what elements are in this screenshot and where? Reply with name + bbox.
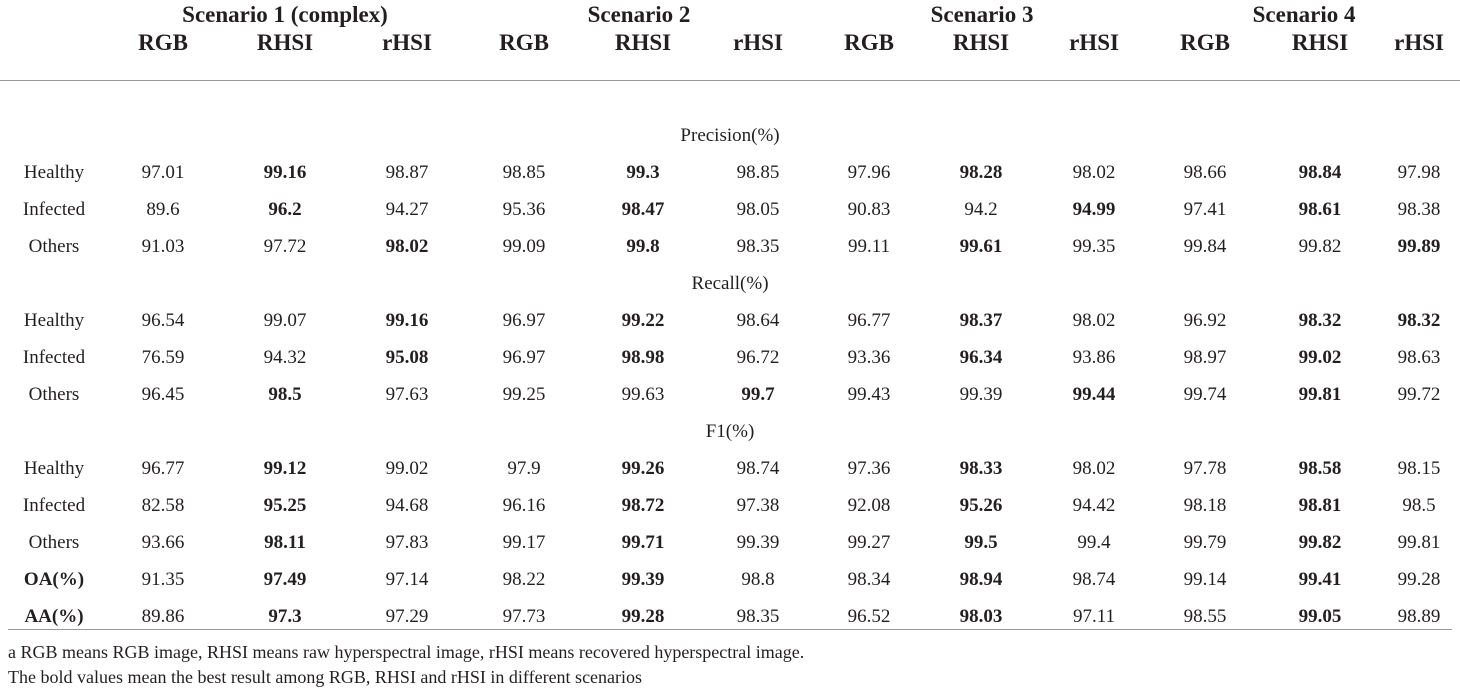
table-cell: 97.9 — [507, 457, 541, 479]
table-cell: 93.66 — [141, 531, 185, 553]
table-cell: 98.5 — [1402, 494, 1436, 516]
table-cell: 92.08 — [847, 494, 891, 516]
section-row — [0, 117, 1460, 154]
table-cell: 98.66 — [1183, 161, 1227, 183]
table-cell: 96.77 — [847, 309, 891, 331]
table-cell: 99.39 — [621, 568, 665, 590]
method-header: RHSI — [1291, 30, 1349, 55]
table-cell: 82.58 — [141, 494, 185, 516]
table-cell: 99.41 — [1298, 568, 1342, 590]
table-cell: 98.55 — [1183, 605, 1227, 627]
table-cell: 97.41 — [1183, 198, 1227, 220]
row-label: Healthy — [23, 457, 85, 479]
table-cell: 96.97 — [502, 346, 546, 368]
table-cell: 97.36 — [847, 457, 891, 479]
table-cell: 98.94 — [959, 568, 1003, 590]
table-cell: 99.28 — [621, 605, 665, 627]
table-cell: 98.72 — [621, 494, 665, 516]
table-cell: 98.47 — [621, 198, 665, 220]
table-cell: 99.3 — [626, 161, 660, 183]
table-cell: 98.22 — [502, 568, 546, 590]
table-cell: 98.98 — [621, 346, 665, 368]
table-row — [0, 339, 1460, 376]
method-header: RGB — [499, 30, 549, 55]
table-cell: 99.89 — [1397, 235, 1441, 257]
row-label: Infected — [22, 198, 86, 220]
table-cell: 97.96 — [847, 161, 891, 183]
scenario-header: Scenario 2 — [587, 2, 691, 27]
table-cell: 96.52 — [847, 605, 891, 627]
table-cell: 97.63 — [385, 383, 429, 405]
table-cell: 96.34 — [959, 346, 1003, 368]
table-cell: 99.12 — [263, 457, 307, 479]
table-cell: 94.32 — [263, 346, 307, 368]
table-cell: 99.16 — [385, 309, 429, 331]
table-cell: 98.28 — [959, 161, 1003, 183]
footnote-line: The bold values mean the best result among RGB, RHSI and rHSI in different scenarios — [8, 667, 643, 687]
table-cell: 90.83 — [847, 198, 891, 220]
row-label: Infected — [22, 346, 86, 368]
section-label: F1(%) — [705, 420, 755, 442]
section-label: Recall(%) — [691, 272, 769, 294]
table-cell: 96.16 — [502, 494, 546, 516]
table-row — [0, 524, 1460, 561]
table-row — [0, 191, 1460, 228]
table-cell: 98.97 — [1183, 346, 1227, 368]
method-header-row — [0, 30, 1460, 81]
table-cell: 97.78 — [1183, 457, 1227, 479]
table-cell: 99.82 — [1298, 235, 1342, 257]
table-cell: 98.89 — [1397, 605, 1441, 627]
table-cell: 99.61 — [959, 235, 1003, 257]
scenario-header: Scenario 1 (complex) — [182, 2, 388, 27]
row-label: Infected — [22, 494, 86, 516]
table-cell: 99.84 — [1183, 235, 1227, 257]
table-cell: 97.49 — [263, 568, 307, 590]
table-cell: 98.81 — [1298, 494, 1342, 516]
table-cell: 93.36 — [847, 346, 891, 368]
table-cell: 98.32 — [1298, 309, 1342, 331]
table-cell: 89.86 — [141, 605, 185, 627]
table-cell: 95.36 — [502, 198, 546, 220]
method-header: RHSI — [614, 30, 672, 55]
summary-row-label: OA(%) — [23, 568, 85, 590]
table-cell: 97.98 — [1397, 161, 1441, 183]
table-cell: 98.38 — [1397, 198, 1441, 220]
footnote-divider — [8, 629, 1452, 630]
table-row — [0, 450, 1460, 487]
table-cell: 96.72 — [736, 346, 780, 368]
table-cell: 97.72 — [263, 235, 307, 257]
table-cell: 99.16 — [263, 161, 307, 183]
table-cell: 99.22 — [621, 309, 665, 331]
method-header: rHSI — [382, 30, 432, 55]
row-label: Others — [28, 235, 80, 257]
table-cell: 99.17 — [502, 531, 546, 553]
table-cell: 98.32 — [1397, 309, 1441, 331]
table-cell: 95.08 — [385, 346, 429, 368]
table-row — [0, 561, 1460, 598]
table-cell: 98.58 — [1298, 457, 1342, 479]
table-cell: 99.74 — [1183, 383, 1227, 405]
footnote-line: a RGB means RGB image, RHSI means raw hyperspectral image, rHSI means recovered hyperspectral image. — [8, 642, 805, 662]
method-header: rHSI — [733, 30, 783, 55]
table-cell: 99.07 — [263, 309, 307, 331]
table-cell: 98.02 — [1072, 161, 1116, 183]
table-cell: 98.85 — [736, 161, 780, 183]
table-cell: 98.84 — [1298, 161, 1342, 183]
table-cell: 99.72 — [1397, 383, 1441, 405]
table-cell: 98.18 — [1183, 494, 1227, 516]
table-cell: 98.64 — [736, 309, 780, 331]
row-label: Healthy — [23, 161, 85, 183]
table-cell: 99.79 — [1183, 531, 1227, 553]
section-row — [0, 265, 1460, 302]
table-cell: 97.38 — [736, 494, 780, 516]
table-cell: 99.82 — [1298, 531, 1342, 553]
table-row — [0, 487, 1460, 524]
table-cell: 94.42 — [1072, 494, 1116, 516]
summary-row-label: AA(%) — [24, 605, 84, 627]
table-cell: 97.73 — [502, 605, 546, 627]
table-cell: 96.54 — [141, 309, 185, 331]
table-row — [0, 302, 1460, 339]
corner-cell — [0, 30, 108, 81]
table-cell: 94.99 — [1072, 198, 1116, 220]
table-cell: 99.63 — [621, 383, 665, 405]
table-cell: 99.8 — [626, 235, 660, 257]
scenario-header: Scenario 4 — [1252, 2, 1356, 27]
table-cell: 93.86 — [1072, 346, 1116, 368]
table-cell: 99.05 — [1298, 605, 1342, 627]
corner-cell — [0, 0, 108, 30]
table-cell: 99.09 — [502, 235, 546, 257]
table-cell: 99.39 — [959, 383, 1003, 405]
method-header: RGB — [138, 30, 188, 55]
spacer-row — [0, 81, 1460, 117]
table-cell: 94.68 — [385, 494, 429, 516]
table-cell: 98.02 — [1072, 457, 1116, 479]
row-label: Healthy — [23, 309, 85, 331]
row-label: Others — [28, 383, 80, 405]
table-cell: 98.5 — [268, 383, 302, 405]
method-header: RGB — [1180, 30, 1230, 55]
table-cell: 76.59 — [141, 346, 185, 368]
table-cell: 99.26 — [621, 457, 665, 479]
table-cell: 91.35 — [141, 568, 185, 590]
table-cell: 98.33 — [959, 457, 1003, 479]
table-cell: 98.05 — [736, 198, 780, 220]
table-cell: 98.03 — [959, 605, 1003, 627]
table-cell: 99.39 — [736, 531, 780, 553]
scenario-header: Scenario 3 — [930, 2, 1034, 27]
table-cell: 98.15 — [1397, 457, 1441, 479]
table-cell: 94.2 — [964, 198, 998, 220]
table-cell: 99.35 — [1072, 235, 1116, 257]
table-cell: 99.71 — [621, 531, 665, 553]
table-row — [0, 154, 1460, 191]
table-cell: 98.8 — [741, 568, 775, 590]
table-cell: 96.2 — [268, 198, 302, 220]
method-header: RGB — [844, 30, 894, 55]
table-cell: 99.14 — [1183, 568, 1227, 590]
method-header: RHSI — [952, 30, 1010, 55]
table-cell: 98.85 — [502, 161, 546, 183]
table-cell: 98.37 — [959, 309, 1003, 331]
table-cell: 96.97 — [502, 309, 546, 331]
table-cell: 98.02 — [385, 235, 429, 257]
table-cell: 99.28 — [1397, 568, 1441, 590]
table-cell: 99.5 — [964, 531, 998, 553]
table-cell: 96.45 — [141, 383, 185, 405]
table-cell: 89.6 — [146, 198, 180, 220]
table-cell: 98.11 — [264, 531, 306, 553]
table-cell: 99.7 — [741, 383, 775, 405]
table-cell: 99.81 — [1298, 383, 1342, 405]
row-label: Others — [28, 531, 80, 553]
section-row — [0, 413, 1460, 450]
table-cell: 98.74 — [1072, 568, 1116, 590]
table-cell: 98.87 — [385, 161, 429, 183]
table-cell: 96.77 — [141, 457, 185, 479]
table-cell: 98.61 — [1298, 198, 1342, 220]
method-header: rHSI — [1394, 30, 1444, 55]
table-row — [0, 376, 1460, 413]
table-cell: 99.81 — [1397, 531, 1441, 553]
table-cell: 99.27 — [847, 531, 891, 553]
table-cell: 96.92 — [1183, 309, 1227, 331]
table-cell: 97.83 — [385, 531, 429, 553]
table-cell: 94.27 — [385, 198, 429, 220]
table-cell: 91.03 — [141, 235, 185, 257]
table-cell: 98.35 — [736, 235, 780, 257]
table-cell: 95.25 — [263, 494, 307, 516]
method-header: RHSI — [256, 30, 314, 55]
table-cell: 98.02 — [1072, 309, 1116, 331]
table-cell: 99.02 — [1298, 346, 1342, 368]
table-cell: 99.25 — [502, 383, 546, 405]
table-cell: 98.35 — [736, 605, 780, 627]
table-cell: 98.74 — [736, 457, 780, 479]
table-cell: 97.29 — [385, 605, 429, 627]
table-cell: 99.02 — [385, 457, 429, 479]
method-header: rHSI — [1069, 30, 1119, 55]
table-cell: 99.43 — [847, 383, 891, 405]
table-cell: 98.63 — [1397, 346, 1441, 368]
table-cell: 99.11 — [847, 235, 891, 257]
table-body — [0, 81, 1460, 635]
table-cell: 97.11 — [1073, 605, 1116, 627]
scenario-header-row — [0, 0, 1460, 30]
section-label: Precision(%) — [680, 124, 780, 146]
table-cell: 97.01 — [141, 161, 185, 183]
table-cell: 97.14 — [385, 568, 429, 590]
table-cell: 97.3 — [268, 605, 302, 627]
table-cell: 99.44 — [1072, 383, 1116, 405]
footnotes — [8, 640, 804, 690]
table-cell: 99.4 — [1077, 531, 1111, 553]
table-row — [0, 228, 1460, 265]
table-cell: 98.34 — [847, 568, 891, 590]
table-cell: 95.26 — [959, 494, 1003, 516]
